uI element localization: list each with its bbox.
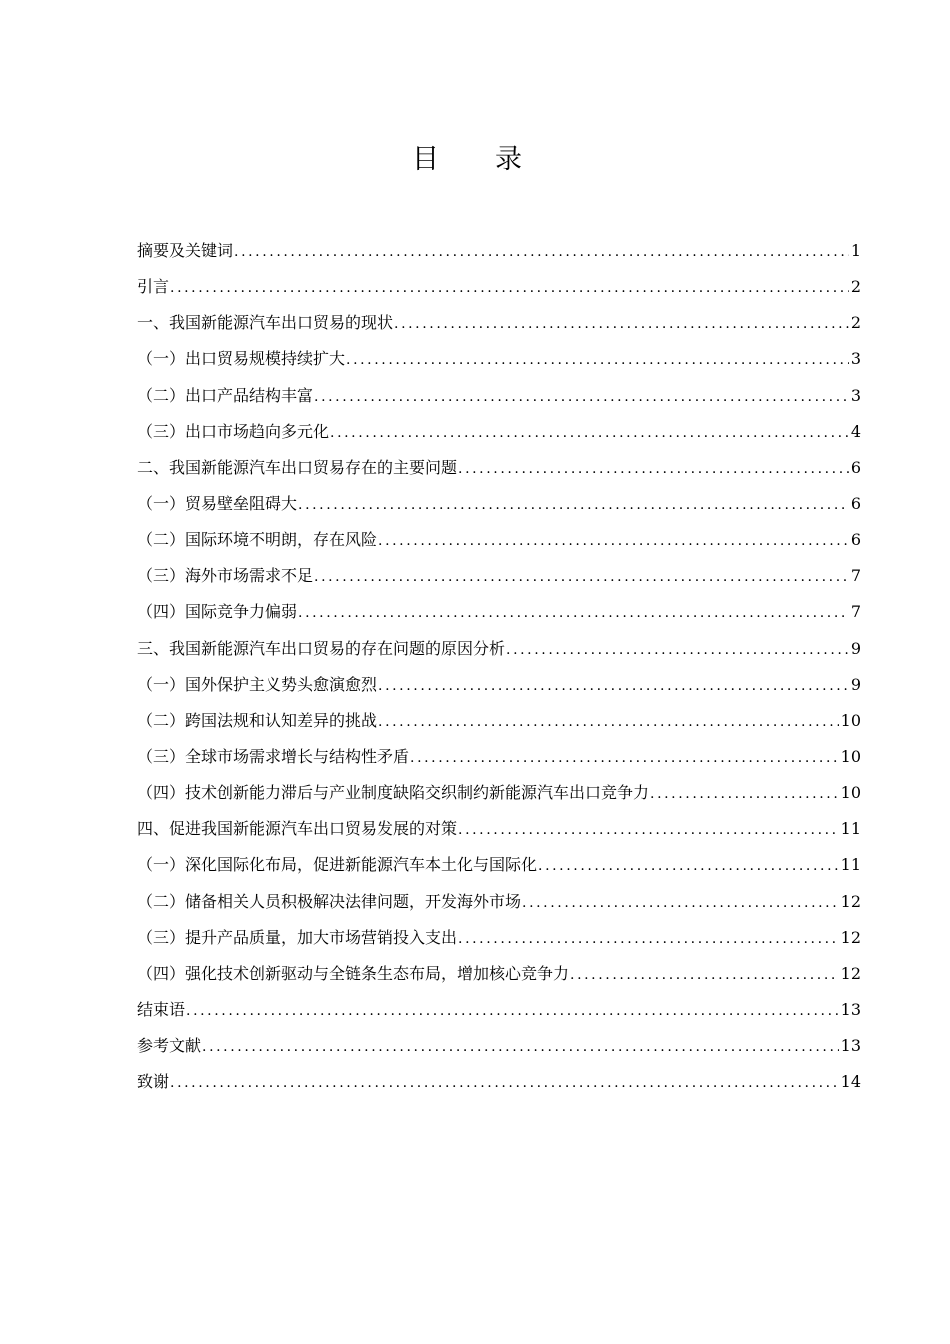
toc-entry-label: （二）国际环境不明朗，存在风险: [137, 530, 378, 550]
toc-entry-label: （一）贸易壁垒阻碍大: [137, 493, 298, 513]
toc-entry-page: 7: [850, 602, 861, 622]
toc-entry-label: （三）提升产品质量，加大市场营销投入支出: [137, 927, 458, 947]
toc-leader-dots: [378, 704, 839, 740]
toc-entry[interactable]: [137, 378, 861, 414]
toc-leader-dots: [314, 559, 849, 595]
toc-entry-page: 11: [840, 855, 861, 875]
toc-entry-page: 1: [850, 241, 861, 260]
toc-entry-page: 2: [850, 277, 861, 297]
toc-entry-page: 4: [850, 421, 861, 441]
toc-entry-label: 四、促进我国新能源汽车出口贸易发展的对策: [137, 819, 458, 839]
toc-entry-page: 12: [840, 927, 861, 947]
toc-entry-label: （三）海外市场需求不足: [137, 566, 314, 586]
toc-entry-label: （一）出口贸易规模持续扩大: [137, 349, 346, 369]
toc-leader-dots: [410, 740, 839, 776]
toc-entry-label: （二）跨国法规和认知差异的挑战: [137, 710, 378, 730]
toc-leader-dots: [186, 993, 839, 1029]
toc-entry-page: 10: [840, 783, 861, 803]
toc-entry[interactable]: [137, 594, 861, 630]
toc-entry[interactable]: [137, 920, 861, 956]
toc-entry-label: 摘要及关键词: [137, 241, 234, 260]
toc-entry-page: 2: [850, 313, 861, 333]
toc-entry-label: 一、我国新能源汽车出口贸易的现状: [137, 313, 394, 333]
toc-leader-dots: [170, 270, 849, 306]
toc-entry-page: 6: [850, 493, 861, 513]
toc-entry[interactable]: [137, 956, 861, 992]
toc-leader-dots: [458, 451, 849, 487]
toc-entry-label: （四）技术创新能力滞后与产业制度缺陷交织制约新能源汽车出口竞争力: [137, 783, 650, 803]
toc-entry[interactable]: [137, 414, 861, 450]
toc-leader-dots: [378, 523, 849, 559]
toc-entry-label: （一）深化国际化布局，促进新能源汽车本土化与国际化: [137, 855, 538, 875]
toc-entry[interactable]: [137, 775, 861, 811]
toc-entry-label: （三）全球市场需求增长与结构性矛盾: [137, 746, 410, 766]
toc-leader-dots: [298, 595, 849, 631]
toc-entry-label: （四）强化技术创新驱动与全链条生态布局，增加核心竞争力: [137, 963, 570, 983]
toc-entry-label: 结束语: [137, 999, 186, 1019]
toc-entry-page: 10: [840, 710, 861, 730]
toc-entry[interactable]: [137, 739, 861, 775]
toc-entry-label: （一）国外保护主义势头愈演愈烈: [137, 674, 378, 694]
toc-entry-label: （三）出口市场趋向多元化: [137, 421, 330, 441]
toc-leader-dots: [298, 487, 849, 523]
toc-entry-page: 7: [850, 566, 861, 586]
toc-leader-dots: [394, 306, 849, 342]
toc-entry[interactable]: [137, 631, 861, 667]
toc-entry[interactable]: [137, 1028, 861, 1064]
toc-entry[interactable]: [137, 558, 861, 594]
toc-leader-dots: [314, 379, 849, 415]
toc-leader-dots: [458, 812, 839, 848]
toc-entry-label: 二、我国新能源汽车出口贸易存在的主要问题: [137, 457, 458, 477]
toc-leader-dots: [506, 632, 849, 668]
toc-entry[interactable]: [137, 811, 861, 847]
toc-entry-page: 9: [850, 674, 861, 694]
toc-leader-dots: [170, 1065, 839, 1101]
toc-entry[interactable]: [137, 305, 861, 341]
toc-entry-label: （二）储备相关人员积极解决法律问题，开发海外市场: [137, 891, 522, 911]
toc-leader-dots: [346, 342, 849, 378]
toc-entry-label: 参考文献: [137, 1036, 202, 1056]
toc-entry[interactable]: [137, 341, 861, 377]
toc-entry-page: 6: [850, 530, 861, 550]
toc-entry[interactable]: [137, 522, 861, 558]
toc-leader-dots: [330, 415, 849, 451]
toc-entry-page: 12: [840, 963, 861, 983]
toc-entry-page: 13: [840, 999, 861, 1019]
toc-leader-dots: [522, 885, 839, 921]
toc-entry[interactable]: [137, 703, 861, 739]
toc-entry[interactable]: [137, 486, 861, 522]
toc-entry-page: 14: [840, 1072, 861, 1092]
toc-entry-label: （二）出口产品结构丰富: [137, 385, 314, 405]
toc-entry-label: 引言: [137, 277, 170, 297]
toc-entry[interactable]: [137, 884, 861, 920]
toc-entry-page: 6: [850, 457, 861, 477]
toc-leader-dots: [202, 1029, 839, 1065]
toc-entry-page: 13: [840, 1036, 861, 1056]
toc-entry[interactable]: [137, 992, 861, 1028]
toc-entry-label: 致谢: [137, 1072, 170, 1092]
toc-entry-page: 3: [850, 349, 861, 369]
toc-entry-label: （四）国际竞争力偏弱: [137, 602, 298, 622]
toc-entry-page: 3: [850, 385, 861, 405]
toc-entry-label: 三、我国新能源汽车出口贸易的存在问题的原因分析: [137, 638, 506, 658]
toc-leader-dots: [234, 234, 849, 270]
toc-leader-dots: [570, 957, 839, 993]
toc-leader-dots: [458, 921, 839, 957]
toc-entry[interactable]: [137, 233, 861, 269]
toc-entry[interactable]: [137, 269, 861, 305]
toc-entry-page: 10: [840, 746, 861, 766]
toc-entry-page: 11: [840, 819, 861, 839]
toc-entry[interactable]: [137, 847, 861, 883]
toc-entry[interactable]: [137, 1064, 861, 1100]
toc-entry[interactable]: [137, 667, 861, 703]
toc-list: [137, 233, 861, 1100]
toc-leader-dots: [650, 776, 839, 812]
toc-entry-page: 9: [850, 638, 861, 658]
toc-entry-page: 12: [840, 891, 861, 911]
page-title: 目录: [412, 144, 578, 175]
toc-entry[interactable]: [137, 450, 861, 486]
toc-leader-dots: [378, 668, 849, 704]
toc-leader-dots: [538, 848, 839, 884]
